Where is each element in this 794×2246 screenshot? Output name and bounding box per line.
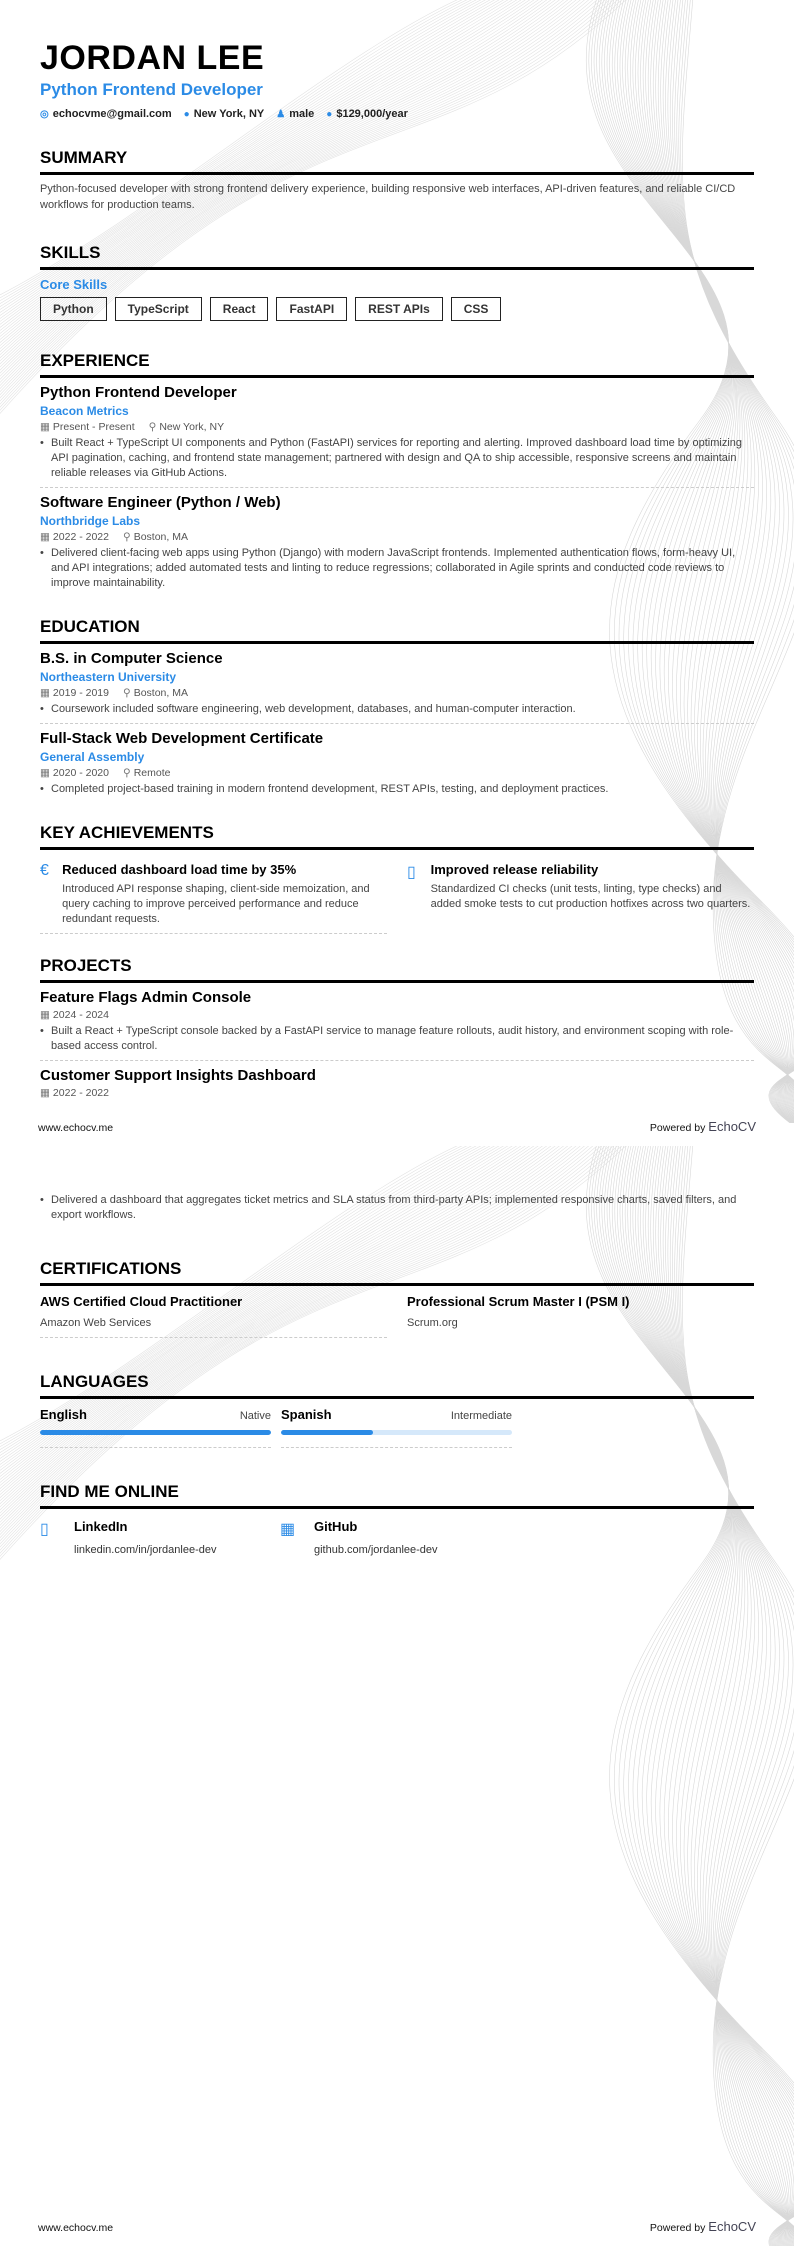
skills-section — [40, 243, 754, 321]
certification-item: Professional Scrum Master I (PSM I) Scrum.org — [407, 1294, 630, 1329]
location-pin-icon: ⚲ — [122, 531, 131, 543]
location-pin-icon: ⚲ — [122, 767, 131, 779]
contact-location: ● New York, NY — [183, 108, 265, 120]
skill-tag: Python — [40, 297, 107, 321]
certifications-section — [40, 1259, 754, 1338]
job-bullet: • Built React + TypeScript UI components and Python (FastAPI) services for reporting and alerting. Improved dashboard load time by optimizing API pagination, caching, and frontend state management; partnered with design and QA to ship accessible, responsive screens and maintain reliable releases via GitHub Actions. — [40, 436, 754, 481]
section-heading: KEY ACHIEVEMENTS — [40, 823, 754, 850]
location-pin-icon: ⚲ — [122, 687, 131, 699]
brand-logo: EchoCV — [708, 1119, 756, 1134]
education-bullet: • Coursework included software engineering, web development, databases, and human-computer interaction. — [40, 702, 754, 717]
skill-tag: FastAPI — [276, 297, 347, 321]
resume-page-2 — [0, 1146, 794, 2246]
calendar-icon: ▦ — [40, 1087, 50, 1099]
summary-section — [40, 148, 754, 213]
at-icon: ◎ — [40, 109, 49, 120]
section-heading: SKILLS — [40, 243, 754, 270]
skill-tag: REST APIs — [355, 297, 443, 321]
section-heading: FIND ME ONLINE — [40, 1482, 754, 1509]
experience-item — [40, 488, 754, 597]
school-name: General Assembly — [40, 750, 145, 764]
company-name: Northbridge Labs — [40, 514, 141, 528]
job-title: Python Frontend Developer — [40, 384, 237, 401]
project-item: Feature Flags Admin Console ▦ 2024 - 2024 • Built a React + TypeScript console backed by a FastAPI service to manage feature rollouts, audit history, and environment scoping with role-based access control. — [40, 983, 754, 1061]
project-title: Customer Support Insights Dashboard — [40, 1067, 316, 1084]
project-bullet: • Delivered a dashboard that aggregates ticket metrics and SLA status from third-party APIs; implemented responsive charts, saved filters, and export workflows. — [40, 1193, 754, 1223]
education-bullet: • Completed project-based training in modern frontend development, REST APIs, testing, and deployment practices. — [40, 782, 754, 797]
footer-site-link[interactable]: www.echocv.me — [38, 1122, 114, 1134]
section-heading: LANGUAGES — [40, 1372, 754, 1399]
section-heading: CERTIFICATIONS — [40, 1259, 754, 1286]
job-dates: 2022 - 2022 — [52, 531, 109, 543]
euro-icon: € — [40, 862, 49, 879]
calendar-icon: ▦ — [40, 421, 50, 433]
contact-email[interactable]: ◎ echocvme@gmail.com — [40, 108, 172, 120]
job-location: Boston, MA — [133, 531, 188, 543]
school-name: Northeastern University — [40, 670, 177, 684]
location-pin-icon: ● — [183, 109, 190, 120]
page-footer: www.echocv.me Powered by EchoCV — [38, 2219, 756, 2234]
achievement-text: Introduced API response shaping, client-side memoization, and query caching to improve perceived performance and reduce redundant requests. — [62, 883, 370, 925]
achievement-title: Improved release reliability — [430, 862, 599, 877]
experience-item — [40, 378, 754, 488]
summary-text: Python-focused developer with strong frontend delivery experience, building responsive web interfaces, API-driven features, and reliable CI/CD workflows for production teams. — [40, 183, 736, 211]
achievements-section — [40, 823, 754, 934]
project-bullet: • Built a React + TypeScript console backed by a FastAPI service to manage feature rollouts, audit history, and environment scoping with role-based access control. — [40, 1024, 754, 1054]
profile-link[interactable]: github.com/jordanlee-dev — [314, 1544, 438, 1556]
experience-section — [40, 351, 754, 597]
calendar-icon: ▦ — [280, 1521, 296, 1538]
skill-tag: TypeScript — [115, 297, 202, 321]
location-pin-icon: ⚲ — [148, 421, 157, 433]
skill-group-title: Core Skills — [40, 277, 108, 292]
company-name: Beacon Metrics — [40, 404, 129, 418]
candidate-name: JORDAN LEE — [40, 39, 265, 77]
contact-salary: ● $129,000/year — [326, 108, 408, 120]
mobile-phone-icon: ▯ — [407, 864, 416, 881]
profile-link[interactable]: linkedin.com/in/jordanlee-dev — [74, 1544, 217, 1556]
section-heading: EDUCATION — [40, 617, 754, 644]
degree-title: Full-Stack Web Development Certificate — [40, 730, 324, 747]
online-section — [40, 1482, 754, 1556]
footer-site-link[interactable]: www.echocv.me — [38, 2222, 114, 2234]
money-icon: ● — [326, 109, 333, 120]
skill-tags — [40, 297, 754, 321]
language-proficiency-bar — [281, 1430, 512, 1435]
skill-tag: CSS — [451, 297, 502, 321]
candidate-title: Python Frontend Developer — [40, 80, 263, 99]
contact-gender: ♟ male — [276, 108, 315, 120]
page-footer: www.echocv.me Powered by EchoCV — [38, 1119, 756, 1134]
certification-item: AWS Certified Cloud Practitioner Amazon Web Services — [40, 1294, 387, 1338]
calendar-icon: ▦ — [40, 767, 50, 779]
calendar-icon: ▦ — [40, 687, 50, 699]
calendar-icon: ▦ — [40, 1009, 50, 1021]
calendar-icon: ▦ — [40, 531, 50, 543]
language-item: English Native — [40, 1407, 271, 1448]
projects-section — [40, 956, 754, 1105]
education-section — [40, 617, 754, 803]
job-bullet: • Delivered client-facing web apps using Python (Django) with modern JavaScript frontends. Implemented authentication flows, form-heavy UI, and API integrations; added automated tests and linting to reduce regressions; collaborated in Agile sprints and conducted code reviews to improve maintainability. — [40, 546, 754, 591]
education-item: B.S. in Computer Science Northeastern University ▦ 2019 - 2019 ⚲ Boston, MA • Coursework included software engineering, web development, databases, and human-computer interaction. — [40, 644, 754, 724]
language-proficiency-bar — [40, 1430, 271, 1435]
online-profile-linkedin[interactable]: ▯ LinkedIn linkedin.com/in/jordanlee-dev — [40, 1519, 217, 1556]
project-item: Customer Support Insights Dashboard ▦ 2022 - 2022 — [40, 1061, 754, 1105]
achievement-title: Reduced dashboard load time by 35% — [62, 862, 297, 877]
section-heading: SUMMARY — [40, 148, 754, 175]
job-location: New York, NY — [159, 421, 225, 433]
person-icon: ♟ — [276, 109, 286, 120]
mobile-phone-icon: ▯ — [40, 1521, 49, 1538]
degree-title: B.S. in Computer Science — [40, 650, 223, 667]
languages-section — [40, 1372, 754, 1448]
contact-list — [40, 108, 754, 120]
achievement-item — [40, 854, 387, 934]
achievement-text: Standardized CI checks (unit tests, linting, type checks) and added smoke tests to cut production hotfixes across two quarters. — [430, 883, 751, 910]
language-item: Spanish Intermediate — [281, 1407, 512, 1448]
achievement-item — [407, 854, 754, 934]
job-title: Software Engineer (Python / Web) — [40, 494, 281, 511]
brand-logo: EchoCV — [708, 2219, 756, 2234]
section-heading: PROJECTS — [40, 956, 754, 983]
education-item: Full-Stack Web Development Certificate General Assembly ▦ 2020 - 2020 ⚲ Remote • Completed project-based training in modern frontend development, REST APIs, testing, and deployment practices. — [40, 724, 754, 803]
project-title: Feature Flags Admin Console — [40, 989, 252, 1006]
skill-tag: React — [210, 297, 269, 321]
online-profile-github[interactable]: ▦ GitHub github.com/jordanlee-dev — [280, 1519, 438, 1556]
job-dates: Present - Present — [52, 421, 135, 433]
section-heading: EXPERIENCE — [40, 351, 754, 378]
